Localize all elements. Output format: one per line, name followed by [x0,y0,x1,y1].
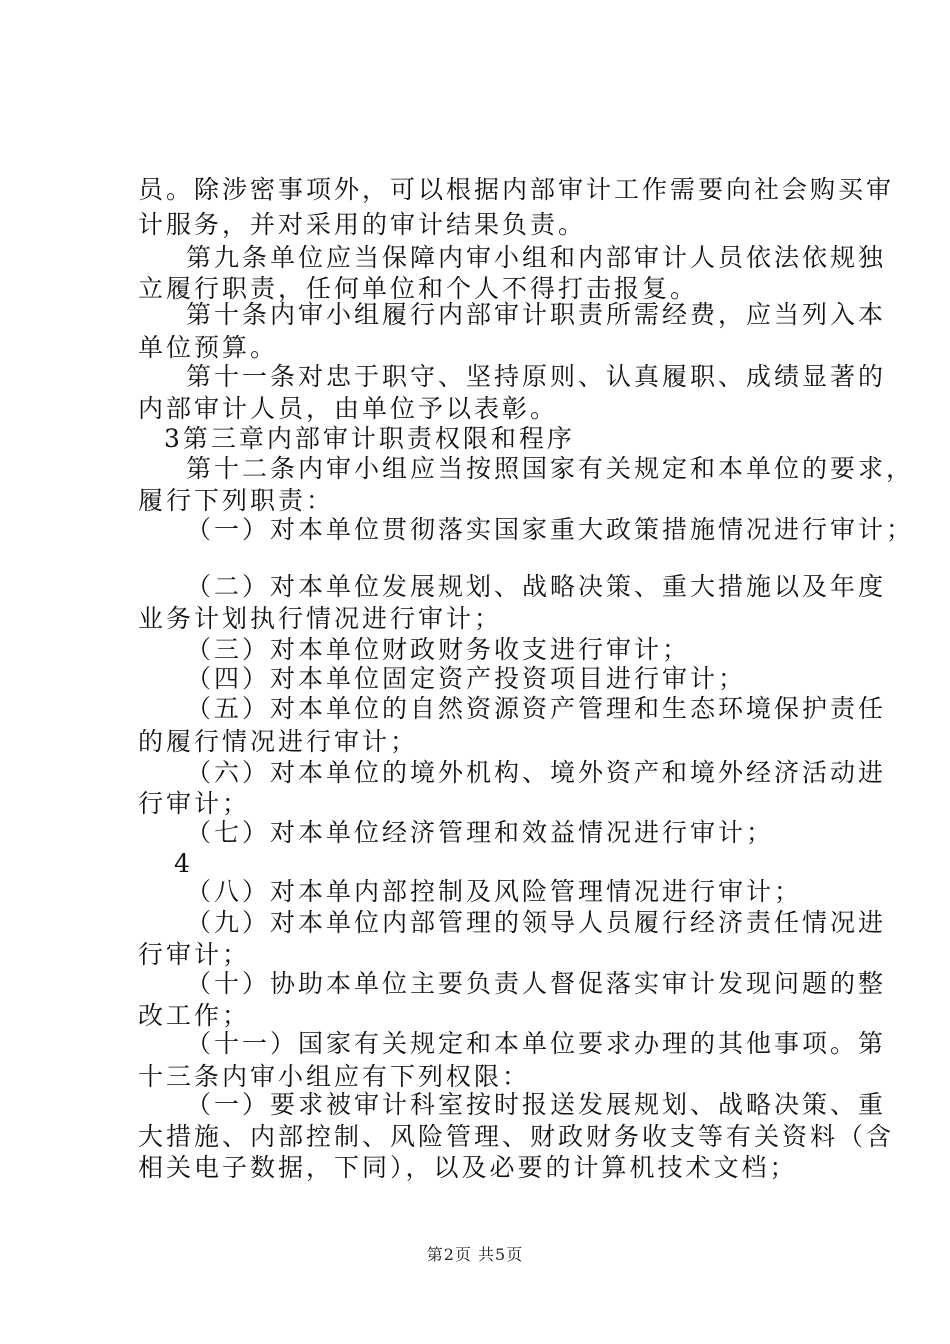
text-line: （十一）国家有关规定和本单位要求办理的其他事项。第 [186,1029,887,1058]
text-line: 第十一条对忠于职守、坚持原则、认真履职、成绩显著的 [186,362,887,391]
text-line: （一）要求被审计科室按时报送发展规划、战略决策、重 [186,1090,887,1119]
text-line: （八）对本单内部控制及风险管理情况进行审计； [186,877,803,906]
text-line: 员。除涉密事项外，可以根据内部审计工作需要向社会购买审 [138,175,895,204]
text-line: 业务计划执行情况进行审计； [138,604,503,633]
text-line: 单位预算。 [138,333,279,362]
text-line: （四）对本单位固定资产投资项目进行审计； [186,664,747,693]
text-line: （七）对本单位经济管理和效益情况进行审计； [186,818,775,847]
text-line: 第十条内审小组履行内部审计职责所需经费，应当列入本 [186,300,887,329]
text-line: 行审计； [138,789,251,818]
text-line: 十三条内审小组应有下列权限： [138,1062,531,1091]
page-marker: 4 [174,849,190,878]
text-line: （三）对本单位财政财务收支进行审计； [186,635,691,664]
text-line: 相关电子数据，下同），以及必要的计算机技术文档； [138,1153,798,1182]
text-line: 的履行情况进行审计； [138,727,419,756]
text-line: （五）对本单位的自然资源资产管理和生态环境保护责任 [186,694,887,723]
text-line: 改工作； [138,1001,251,1030]
text-line: 立履行职责，任何单位和个人不得打击报复。 [138,274,699,303]
text-line: （十）协助本单位主要负责人督促落实审计发现问题的整 [186,969,887,998]
text-line: 计服务，并对采用的审计结果负责。 [138,210,587,239]
text-line: （六）对本单位的境外机构、境外资产和境外经济活动进 [186,758,887,787]
chapter-heading: 3第三章内部审计职责权限和程序 [164,424,575,453]
text-line: 行审计； [138,940,251,969]
page-footer: 第2页 共5页 [426,1245,524,1264]
text-line: （二）对本单位发展规划、战略决策、重大措施以及年度 [186,572,887,601]
text-line: 第十二条内审小组应当按照国家有关规定和本单位的要求， [186,454,915,483]
text-line: （一）对本单位贯彻落实国家重大政策措施情况进行审计； [186,515,915,544]
text-line: 大措施、内部控制、风险管理、财政财务收支等有关资料（含 [138,1122,895,1151]
text-line: 第九条单位应当保障内审小组和内部审计人员依法依规独 [186,243,887,272]
text-line: （九）对本单位内部管理的领导人员履行经济责任情况进 [186,908,887,937]
text-line: 履行下列职责： [138,486,335,515]
text-line: 内部审计人员，由单位予以表彰。 [138,394,559,423]
